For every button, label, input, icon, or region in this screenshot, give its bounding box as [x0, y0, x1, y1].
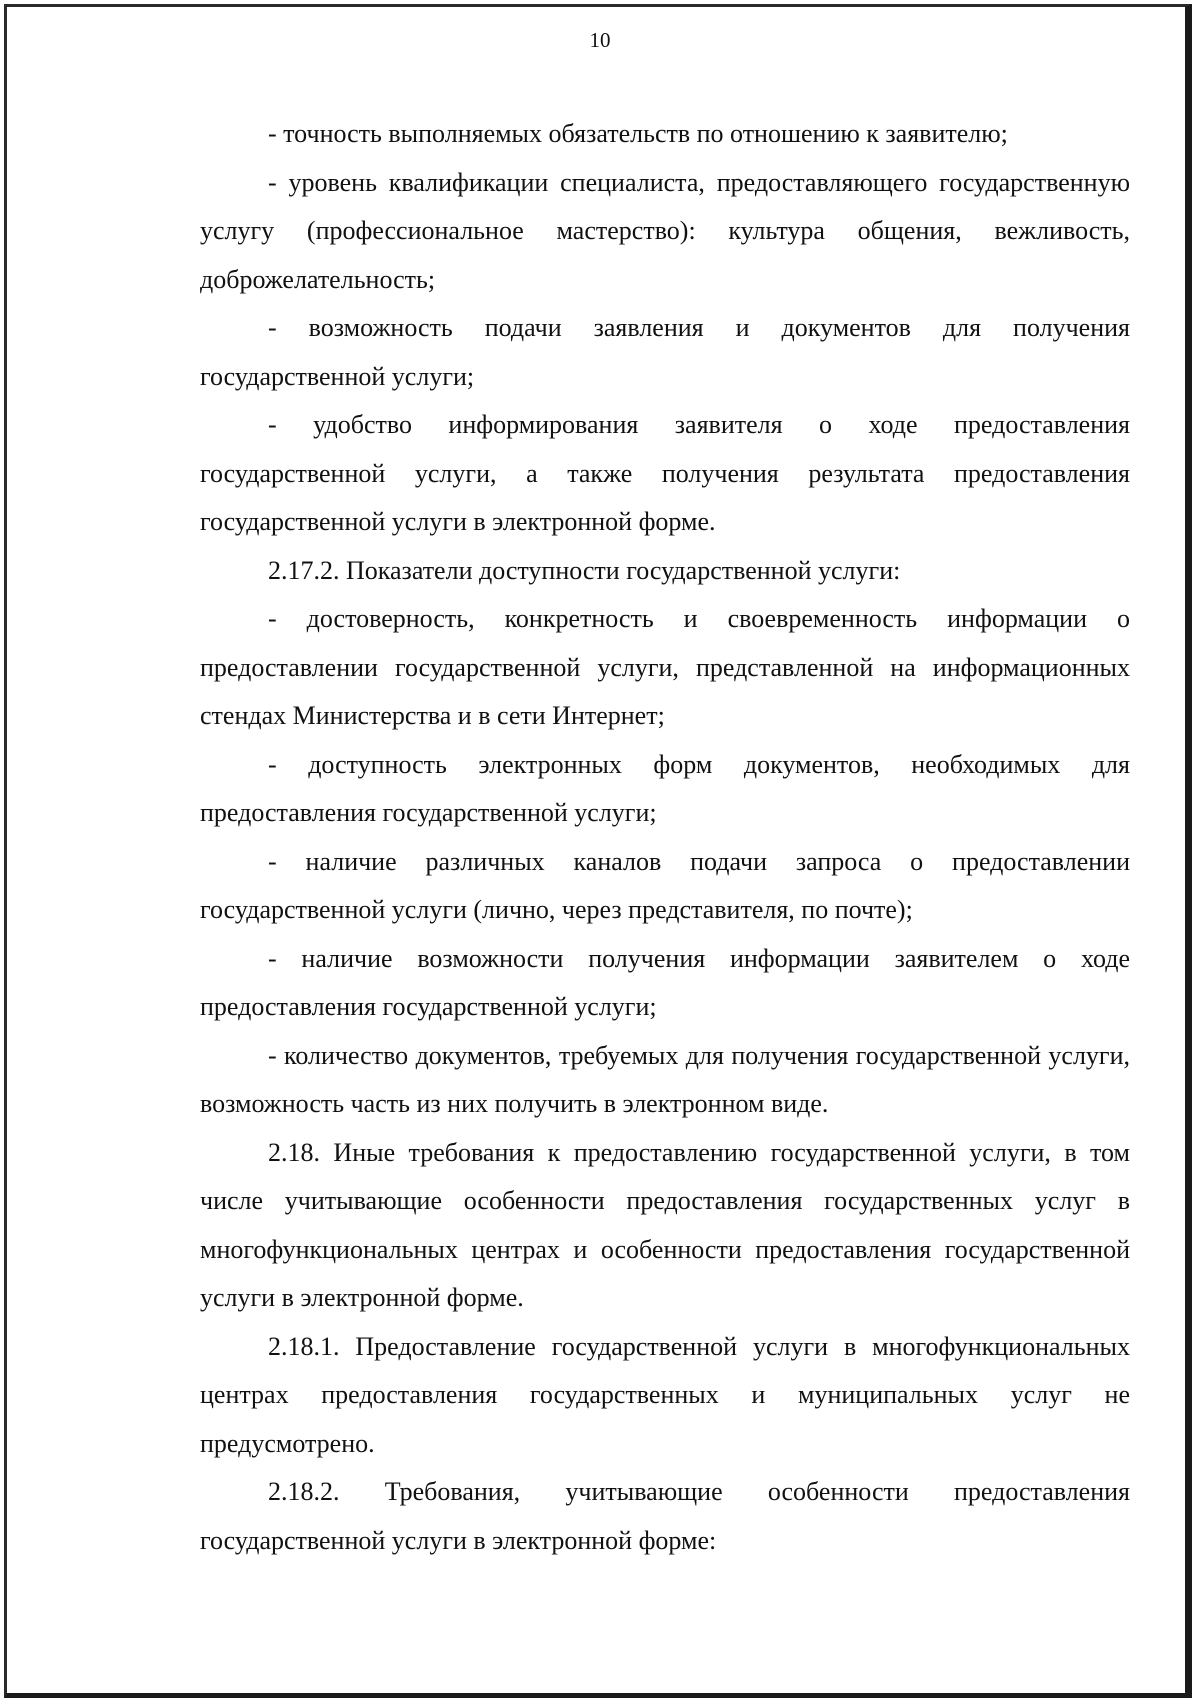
- section-2-17-2-heading: 2.17.2. Показатели доступности государственной услуги:: [268, 555, 901, 585]
- paragraph-reliability: - достоверность, конкретность и своевременность информации о предоставлении государственной услуги, представленной на информационных стендах Министерства и в сети Интернет;: [200, 604, 1130, 730]
- paragraph-progress-info: - наличие возможности получения информации заявителем о ходе предоставления государственной услуги;: [200, 943, 1130, 1021]
- section-2-18: 2.18. Иные требования к предоставлению государственной услуги, в том числе учитывающие особенности предоставления государственных услуг в многофункциональных центрах и особенности предоставления государственной услуги в электронной форме.: [200, 1137, 1130, 1312]
- paragraph-submission: - возможность подачи заявления и документов для получения государственной услуги;: [200, 313, 1130, 391]
- paragraph-documents-count: - количество документов, требуемых для получения государственной услуги, возможность часть из них получить в электронном виде.: [200, 1040, 1130, 1118]
- page-number: 10: [589, 28, 611, 52]
- section-2-18-1: 2.18.1. Предоставление государственной услуги в многофункциональных центрах предоставления государственных и муниципальных услуг не предусмотрено.: [200, 1331, 1130, 1458]
- paragraph-qualification: - уровень квалификации специалиста, предоставляющего государственную услугу (профессиональное мастерство): культура общения, вежливость, доброжелательность;: [200, 167, 1130, 294]
- section-2-18-2: 2.18.2. Требования, учитывающие особенности предоставления государственной услуги в электронной форме:: [200, 1477, 1130, 1555]
- paragraph-accuracy: - точность выполняемых обязательств по отношению к заявителю;: [268, 119, 1008, 148]
- paragraph-informing: - удобство информирования заявителя о ходе предоставления государственной услуги, а также получения результата предоставления государственной услуги в электронной форме.: [200, 410, 1130, 536]
- document-body: [200, 110, 1130, 1565]
- paragraph-electronic-forms: - доступность электронных форм документов, необходимых для предоставления государственной услуги;: [200, 749, 1130, 827]
- paragraph-channels: - наличие различных каналов подачи запроса о предоставлении государственной услуги (лично, через представителя, по почте);: [200, 846, 1130, 924]
